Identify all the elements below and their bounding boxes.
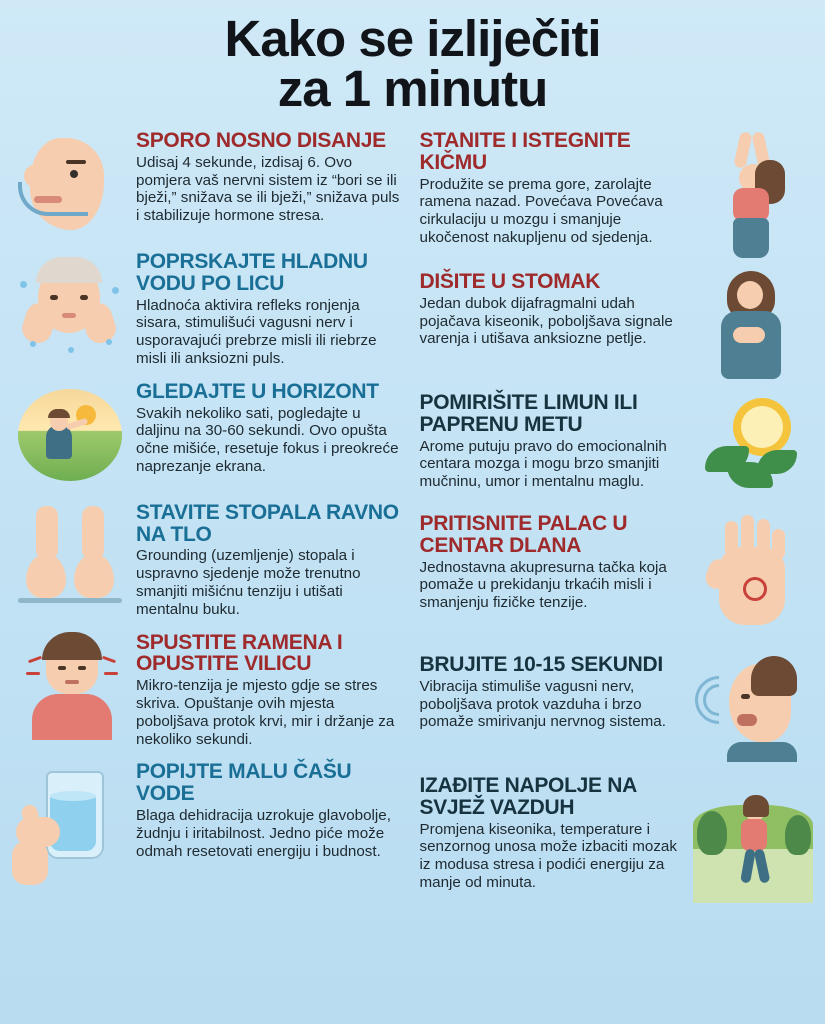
tip-text: [416, 271, 694, 348]
nose-breathing-icon: [12, 130, 132, 238]
horizon-gaze-icon: [12, 381, 132, 489]
tip-body: Promjena kiseonika, temperature i senzornog unosa može izbaciti mozak iz modusa stresa i podići energiju za manje od minuta.: [419, 820, 677, 891]
tip-body: Mikro-tenzija je mjesto gdje se stres skriva. Opuštanje ovih mjesta poboljšava protok krvi, mir i držanje za nekoliko sekundi.: [136, 677, 395, 748]
tip-splash-face: [12, 251, 410, 368]
right-column: [416, 130, 814, 916]
tip-heading: POMIRIŠITE LIMUN ILI PAPRENU METU: [419, 390, 638, 436]
tip-text: [132, 381, 410, 476]
tip-heading: IZAĐITE NAPOLJE NA SVJEŽ VAZDUH: [419, 773, 637, 819]
tip-heading: BRUJITE 10-15 SEKUNDI: [419, 652, 663, 676]
tip-body: Vibracija stimuliše vagusni nerv, poboljšava protok vazduha i brzo pomaže smirivanju nervnog sistema.: [419, 677, 666, 731]
tip-heading: DIŠITE U STOMAK: [419, 269, 601, 293]
tip-text: [132, 502, 410, 619]
tip-text: [416, 513, 694, 612]
page-title: [0, 0, 825, 117]
water-glass-icon: [12, 761, 132, 889]
content-columns: [0, 114, 825, 916]
lemon-mint-icon: [693, 392, 813, 500]
tip-text: [416, 775, 694, 892]
humming-icon: [693, 654, 813, 762]
tip-text: [416, 654, 694, 731]
feet-flat-icon: [12, 502, 132, 610]
title-line-2: za 1 minutu: [277, 59, 548, 117]
tip-body: Svakih nekoliko sati, pogledajte u daljinu na 30-60 sekundi. Ovo opušta očne mišiće, resetuje fokus i preokreće naprezanje ekrana.: [136, 404, 399, 475]
tip-heading: PRITISNITE PALAC U CENTAR DLANA: [419, 511, 628, 557]
tip-body: Grounding (uzemljenje) stopala i uspravno sjedenje može trenutno smanjiti mišićnu tenziju i utišati mentalnu buku.: [136, 547, 361, 618]
tip-text: [132, 130, 410, 225]
relax-shoulders-icon: [12, 632, 132, 740]
tip-heading: POPIJTE MALU ČAŠU VODE: [136, 760, 352, 806]
tip-heading: SPORO NOSNO DISANJE: [136, 128, 386, 152]
tip-text: [132, 251, 410, 368]
tip-body: Udisaj 4 sekunde, izdisaj 6. Ovo pomjera vaš nervni sistem iz “bori se ili bježi,” snižava se ili bježi,” snižava puls i stabilizuje hormone stresa.: [136, 153, 400, 225]
palm-pressure-icon: [693, 513, 813, 641]
tip-text: [416, 392, 694, 491]
tip-belly-breathing: [416, 271, 814, 379]
tip-nose-breathing: [12, 130, 410, 238]
tip-text: [416, 130, 694, 247]
left-column: [12, 130, 410, 916]
tip-heading: SPUSTITE RAMENA I OPUSTITE VILICU: [136, 630, 343, 676]
tip-spine-stretch: [416, 130, 814, 258]
tip-text: [132, 761, 410, 860]
tip-body: Jedan dubok dijafragmalni udah pojačava kiseonik, poboljšava signale varenja i utišava anksiozne petlje.: [419, 294, 673, 348]
tip-heading: GLEDAJTE U HORIZONT: [136, 379, 379, 403]
tip-body: Produžite se prema gore, zarolajte ramena nazad. Povećava Povećava cirkulaciju u mozgu i smanjuje ukočenost nakupljenu od sjedenja.: [419, 175, 663, 246]
tip-feet-flat: [12, 502, 410, 619]
tip-horizon-gaze: [12, 381, 410, 489]
tip-text: [132, 632, 410, 749]
title-line-1: Kako se izliječiti: [224, 10, 601, 67]
tip-heading: STANITE I ISTEGNITE KIČMU: [419, 128, 631, 174]
belly-breathing-icon: [693, 271, 813, 379]
spine-stretch-icon: [693, 130, 813, 258]
tip-lemon-mint: [416, 392, 814, 500]
tip-body: Arome putuju pravo do emocionalnih centara mozga i mogu brzo smanjiti mučninu, umor i mentalnu maglu.: [419, 437, 667, 491]
tip-body: Jednostavna akupresurna tačka koja pomaže u prekidanju trkaćih misli i smanjenju fizičke tenzije.: [419, 558, 667, 612]
tip-humming: [416, 654, 814, 762]
tip-relax-shoulders: [12, 632, 410, 749]
outdoors-walk-icon: [693, 775, 813, 903]
tip-body: Blaga dehidracija uzrokuje glavobolje, žudnju i iritabilnost. Jedno piće može odmah resetovati energiju i budnost.: [136, 806, 391, 860]
splash-face-icon: [12, 251, 132, 359]
tip-heading: POPRSKAJTE HLADNU VODU PO LICU: [136, 249, 368, 295]
tip-go-outdoors: [416, 775, 814, 903]
tip-heading: STAVITE STOPALA RAVNO NA TLO: [136, 500, 399, 546]
tip-drink-water: [12, 761, 410, 889]
tip-body: Hladnoća aktivira refleks ronjenja sisara, stimulišući vagusni nerv i usporavajući prebrze misli ili riebrze misli ili anksiozni puls.: [136, 296, 377, 367]
tip-palm-pressure: [416, 513, 814, 641]
